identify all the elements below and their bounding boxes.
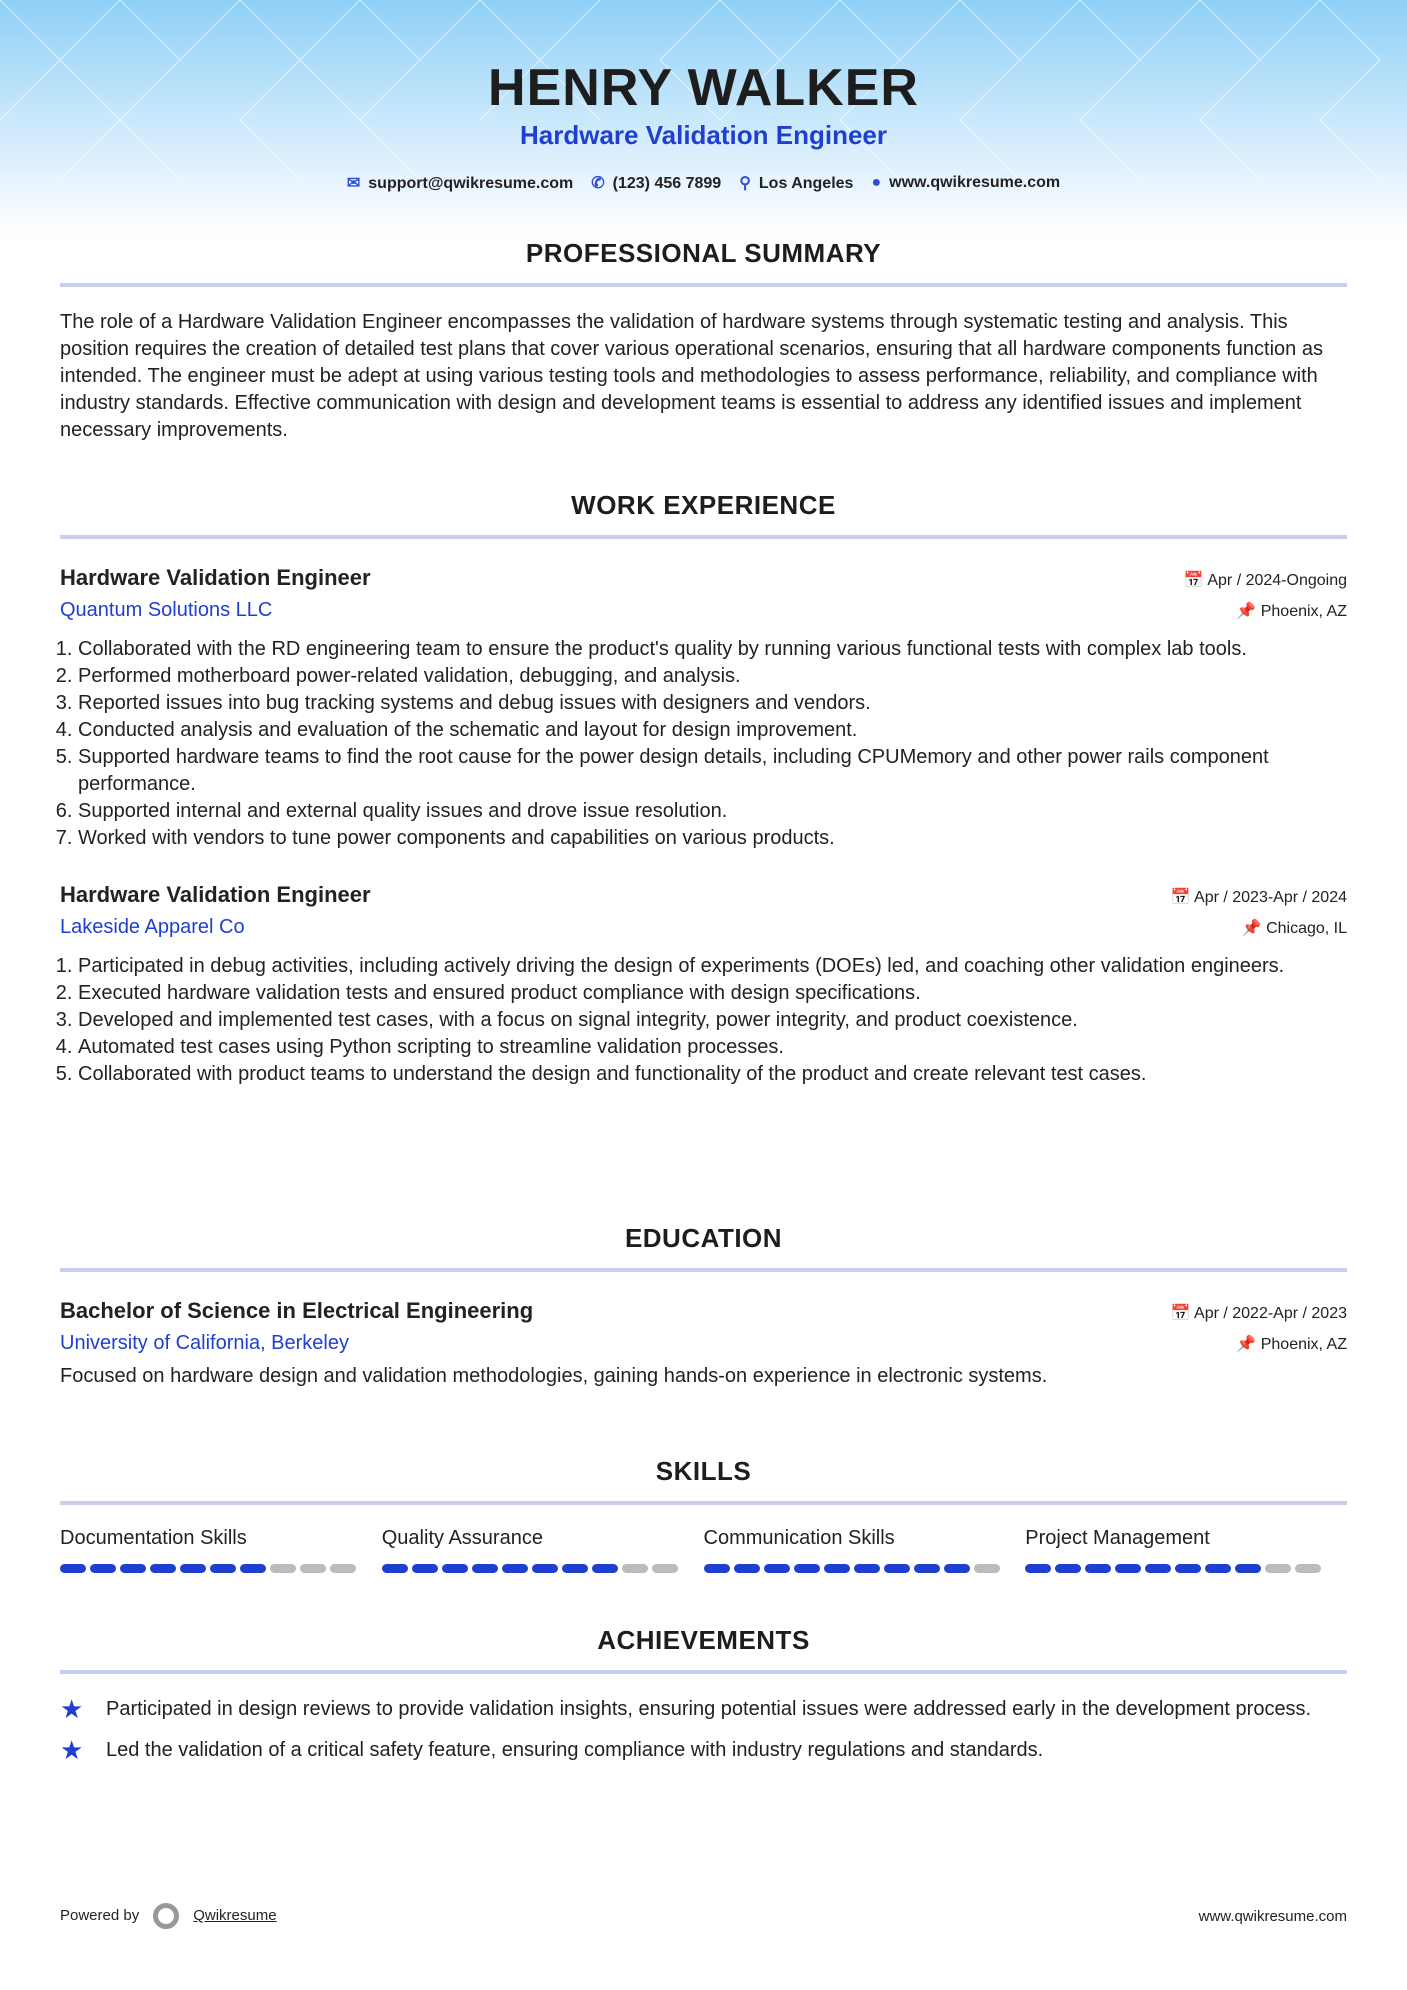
school-name: University of California, Berkeley (60, 1332, 349, 1354)
skill-level-segment (1145, 1564, 1171, 1573)
job-entry (60, 882, 1347, 1088)
skill-level-segment (270, 1564, 296, 1573)
achievement-text: Led the validation of a critical safety feature, ensuring compliance with industry regulations and standards. (106, 1739, 1044, 1761)
contact-website[interactable] (871, 174, 1060, 192)
contact-bar (0, 173, 1407, 193)
skill-level-bar (60, 1564, 382, 1573)
section-heading: WORK EXPERIENCE (60, 490, 1347, 539)
skill-level-segment (150, 1564, 176, 1573)
skill-level-bar (704, 1564, 1026, 1573)
skill-level-segment (704, 1564, 730, 1573)
location-text: Los Angeles (758, 175, 854, 192)
achievement-item (60, 1737, 1347, 1764)
skill-level-bar (1025, 1564, 1347, 1573)
skill-level-segment (502, 1564, 528, 1573)
candidate-title: Hardware Validation Engineer (520, 120, 887, 150)
summary-section (60, 238, 1347, 444)
company-name: Lakeside Apparel Co (60, 916, 245, 938)
skill-name: Documentation Skills (60, 1527, 247, 1549)
header-banner (0, 0, 1407, 240)
degree: Bachelor of Science in Electrical Engineering (60, 1298, 534, 1323)
email-text: support@qwikresume.com (368, 175, 574, 192)
powered-by-label: Powered by (60, 1906, 140, 1924)
skill-level-bar (382, 1564, 704, 1573)
skill-item (704, 1527, 1026, 1573)
list-item: 1. Collaborated with the RD engineering team to ensure the product's quality by running various functional tests with complex lab tools. (78, 636, 1347, 663)
skill-level-segment (382, 1564, 408, 1573)
skill-level-segment (562, 1564, 588, 1573)
achievements-section (60, 1625, 1347, 1778)
list-item: 6. Supported internal and external quality issues and drove issue resolution. (78, 798, 1347, 825)
list-item: 3. Developed and implemented test cases, with a focus on signal integrity, power integrity, and product coexistence. (78, 1007, 1347, 1034)
phone-icon: ✆ (591, 175, 605, 192)
skill-level-segment (1115, 1564, 1141, 1573)
skill-level-segment (592, 1564, 618, 1573)
company-name: Quantum Solutions LLC (60, 599, 273, 621)
skill-level-segment (914, 1564, 940, 1573)
skill-level-segment (824, 1564, 850, 1573)
section-heading: EDUCATION (60, 1223, 1347, 1272)
job-entry (60, 565, 1347, 852)
skill-level-segment (1235, 1564, 1261, 1573)
envelope-icon: ✉ (346, 175, 361, 192)
skill-level-segment (240, 1564, 266, 1573)
skill-level-segment (120, 1564, 146, 1573)
list-item: 7. Worked with vendors to tune power components and capabilities on various products. (78, 825, 1347, 852)
contact-email[interactable] (347, 173, 573, 193)
skill-level-segment (1175, 1564, 1201, 1573)
skill-level-segment (764, 1564, 790, 1573)
skill-level-segment (90, 1564, 116, 1573)
education-section (60, 1223, 1347, 1390)
skill-name: Communication Skills (703, 1527, 895, 1549)
edu-description: Focused on hardware design and validation methodologies, gaining hands-on experience in electronic systems. (60, 1365, 1048, 1387)
skill-level-segment (974, 1564, 1000, 1573)
skill-level-segment (854, 1564, 880, 1573)
calendar-icon: 📅 (1183, 572, 1208, 589)
achievement-text: Participated in design reviews to provide validation insights, ensuring potential issues were addressed early in the development process. (106, 1698, 1312, 1720)
skill-level-segment (412, 1564, 438, 1573)
section-heading: PROFESSIONAL SUMMARY (60, 238, 1347, 287)
skill-item (1025, 1527, 1347, 1573)
achievement-item (60, 1696, 1347, 1723)
phone-text: (123) 456 7899 (612, 175, 722, 192)
skill-level-segment (442, 1564, 468, 1573)
skill-level-segment (180, 1564, 206, 1573)
edu-location: Phoenix, AZ (1260, 1336, 1347, 1353)
contact-phone (591, 173, 721, 193)
job-title: Hardware Validation Engineer (60, 882, 371, 907)
job-bullets (60, 953, 1347, 1088)
calendar-icon: 📅 (1170, 1305, 1195, 1322)
job-location: Phoenix, AZ (1260, 603, 1347, 620)
footer-website[interactable]: www.qwikresume.com (1198, 1907, 1347, 1925)
list-item: 5. Collaborated with product teams to understand the design and functionality of the product and create relevant test cases. (78, 1061, 1347, 1088)
job-dates: Apr / 2023-Apr / 2024 (1194, 889, 1347, 906)
skill-level-segment (210, 1564, 236, 1573)
experience-section (60, 490, 1347, 1088)
edu-dates: Apr / 2022-Apr / 2023 (1194, 1305, 1347, 1322)
skill-level-segment (622, 1564, 648, 1573)
skill-level-segment (1085, 1564, 1111, 1573)
job-dates: Apr / 2024-Ongoing (1207, 572, 1347, 589)
skill-level-segment (472, 1564, 498, 1573)
list-item: 2. Executed hardware validation tests and ensured product compliance with design specifications. (78, 980, 1347, 1007)
pin-icon: 📌 (1236, 1336, 1261, 1353)
skill-level-segment (652, 1564, 678, 1573)
skill-level-segment (1205, 1564, 1231, 1573)
pin-icon: 📌 (1236, 603, 1261, 620)
skills-section (60, 1456, 1347, 1573)
list-item: 4. Automated test cases using Python scripting to streamline validation processes. (78, 1034, 1347, 1061)
job-title: Hardware Validation Engineer (60, 565, 371, 590)
website-text: www.qwikresume.com (889, 174, 1061, 191)
pin-icon: 📌 (1241, 920, 1267, 937)
skill-item (60, 1527, 382, 1573)
skill-level-segment (1025, 1564, 1051, 1573)
skill-level-segment (330, 1564, 356, 1573)
contact-location (739, 173, 853, 193)
skill-name: Project Management (1025, 1527, 1210, 1549)
skill-level-segment (532, 1564, 558, 1573)
skill-level-segment (60, 1564, 86, 1573)
skill-level-segment (794, 1564, 820, 1573)
skill-level-segment (1055, 1564, 1081, 1573)
skill-level-segment (300, 1564, 326, 1573)
summary-text: The role of a Hardware Validation Engineer encompasses the validation of hardware systems through systematic testing and analysis. This position requires the creation of detailed test plans that cover various operational scenarios, ensuring that all hardware components function as intended. The engineer must be adept at using various testing tools and methodologies to assess performance, reliability, and compliance with industry standards. Effective communication with design and development teams is essential to address any identified issues and implement necessary improvements. (60, 311, 1323, 441)
list-item: 4. Conducted analysis and evaluation of the schematic and layout for design improvement. (78, 717, 1347, 744)
list-item: 2. Performed motherboard power-related validation, debugging, and analysis. (78, 663, 1347, 690)
list-item: 5. Supported hardware teams to find the root cause for the power design details, including CPUMemory and other power rails component performance. (78, 744, 1347, 798)
section-heading: ACHIEVEMENTS (60, 1625, 1347, 1674)
skill-name: Quality Assurance (381, 1527, 543, 1549)
candidate-name: HENRY WALKER (488, 59, 919, 117)
list-item: 1. Participated in debug activities, including actively driving the design of experiments (DOEs) led, and coaching other validation engineers. (78, 953, 1347, 980)
calendar-icon: 📅 (1170, 889, 1195, 906)
skill-level-segment (734, 1564, 760, 1573)
star-icon: ★ (60, 1735, 84, 1765)
skill-item (382, 1527, 704, 1573)
skill-level-segment (1295, 1564, 1321, 1573)
qwikresume-link[interactable]: Qwikresume (193, 1906, 277, 1924)
map-pin-icon: ⚲ (739, 175, 751, 192)
star-icon: ★ (60, 1694, 84, 1724)
footer (60, 1903, 1347, 1929)
qwikresume-logo-icon (153, 1903, 179, 1929)
skill-level-segment (1265, 1564, 1291, 1573)
job-bullets (60, 636, 1347, 852)
section-heading: SKILLS (60, 1456, 1347, 1505)
job-location: Chicago, IL (1266, 920, 1347, 937)
skill-level-segment (884, 1564, 910, 1573)
globe-icon: ● (871, 174, 882, 191)
list-item: 3. Reported issues into bug tracking systems and debug issues with designers and vendors. (78, 690, 1347, 717)
skill-level-segment (944, 1564, 970, 1573)
